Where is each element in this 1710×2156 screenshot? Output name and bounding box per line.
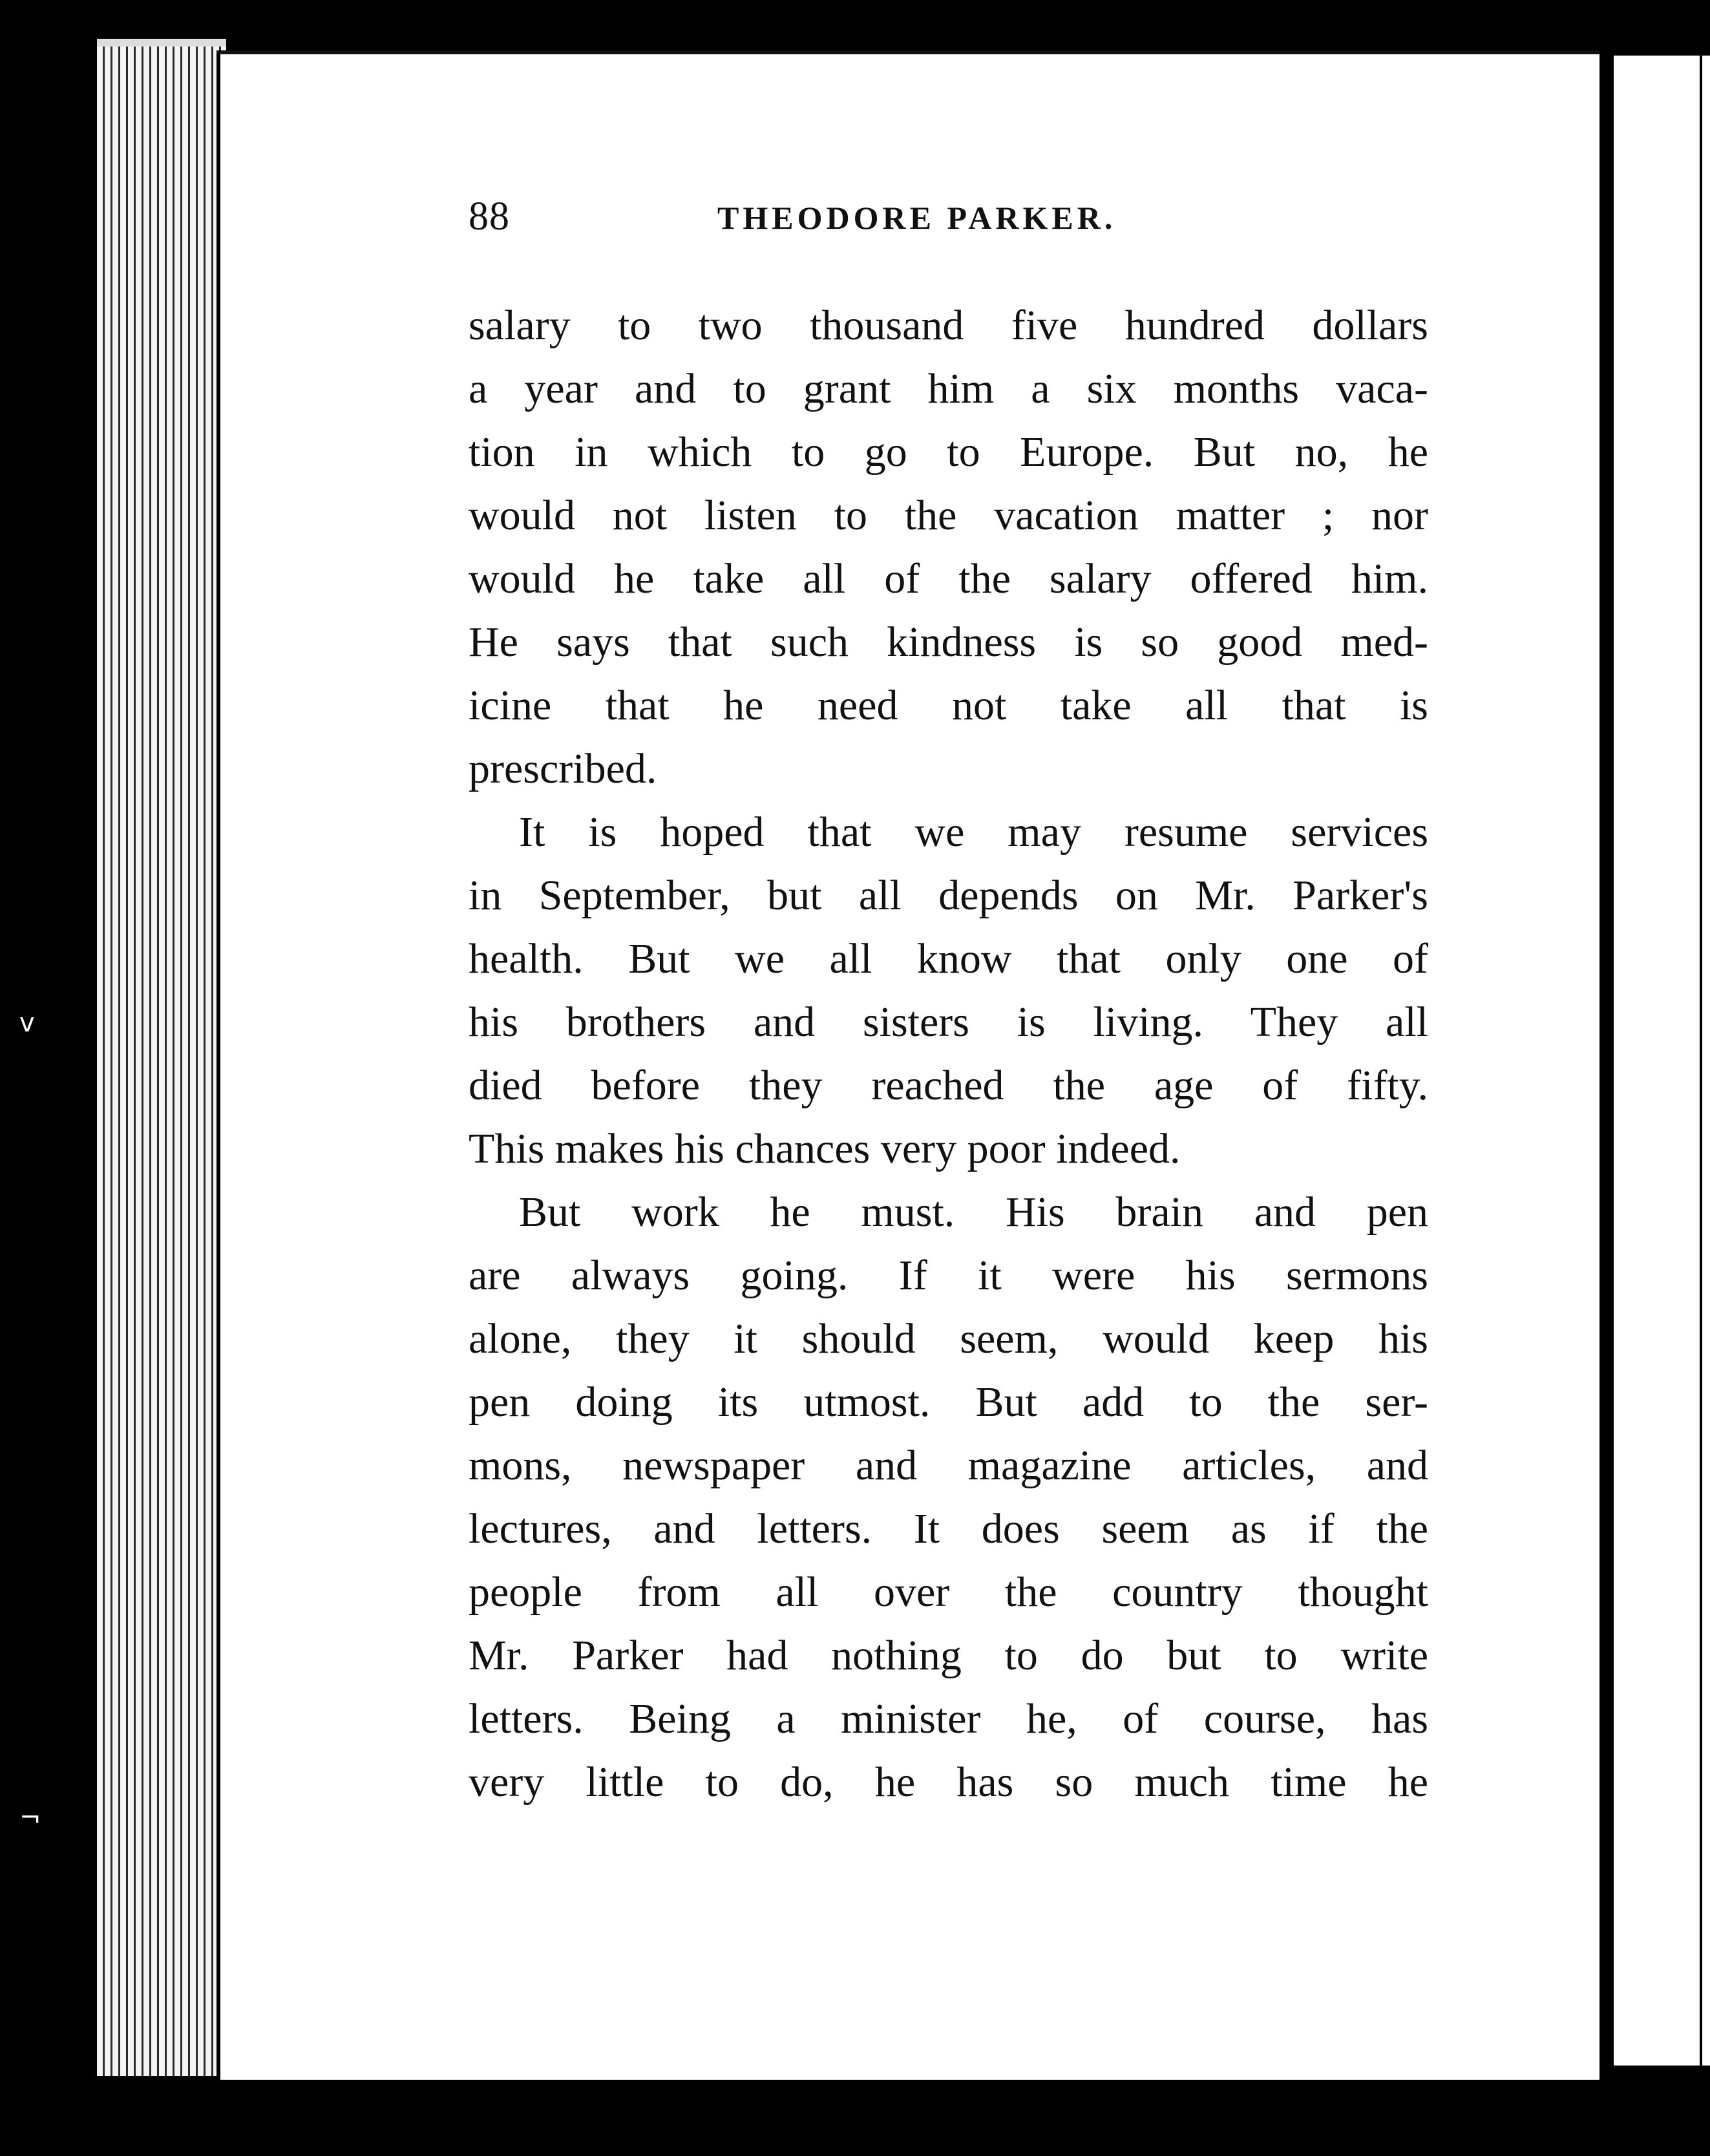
page-number: 88 xyxy=(469,195,510,238)
text-line: salary to two thousand five hundred dollars xyxy=(469,302,1428,349)
facing-page-edge xyxy=(1614,56,1710,2066)
text-line: a year and to grant him a six months vaca- xyxy=(469,365,1428,412)
text-line: alone, they it should seem, would keep his xyxy=(469,1315,1428,1362)
text-line: This makes his chances very poor indeed. xyxy=(469,1125,1181,1172)
scan-artifact: v xyxy=(19,1008,35,1038)
page-top-border xyxy=(216,50,1599,54)
text-line: tion in which to go to Europe. But no, he xyxy=(469,428,1428,476)
text-line: died before they reached the age of fifty. xyxy=(469,1062,1428,1109)
text-line: pen doing its utmost. But add to the ser- xyxy=(469,1379,1428,1426)
body-text xyxy=(469,294,1428,1814)
book-page-edges xyxy=(97,47,226,2076)
text-line: very little to do, he has so much time he xyxy=(469,1759,1428,1806)
text-line: health. But we all know that only one of xyxy=(469,935,1428,982)
running-title: THEODORE PARKER. xyxy=(717,200,1117,236)
book-spine xyxy=(1599,50,1614,2067)
text-line: It is hoped that we may resume services xyxy=(519,808,1428,856)
text-line: in September, but all depends on Mr. Parker's xyxy=(469,872,1428,919)
text-line: icine that he need not take all that is xyxy=(469,682,1428,729)
text-line: Mr. Parker had nothing to do but to write xyxy=(469,1632,1428,1679)
text-line: prescribed. xyxy=(469,745,657,792)
scan-artifact: ¬ xyxy=(19,1803,41,1833)
text-line: are always going. If it were his sermons xyxy=(469,1252,1428,1299)
text-line: letters. Being a minister he, of course, has xyxy=(469,1695,1428,1742)
text-line: his brothers and sisters is living. They all xyxy=(469,999,1428,1046)
text-line: lectures, and letters. It does seem as if the xyxy=(469,1505,1428,1552)
text-line: people from all over the country thought xyxy=(469,1569,1428,1616)
text-line: would he take all of the salary offered him. xyxy=(469,555,1428,602)
text-line: He says that such kindness is so good med- xyxy=(469,618,1428,666)
text-line: would not listen to the vacation matter ; nor xyxy=(469,492,1428,539)
running-head xyxy=(469,194,1438,246)
text-line: But work he must. His brain and pen xyxy=(519,1189,1428,1236)
text-line: mons, newspaper and magazine articles, and xyxy=(469,1442,1428,1489)
